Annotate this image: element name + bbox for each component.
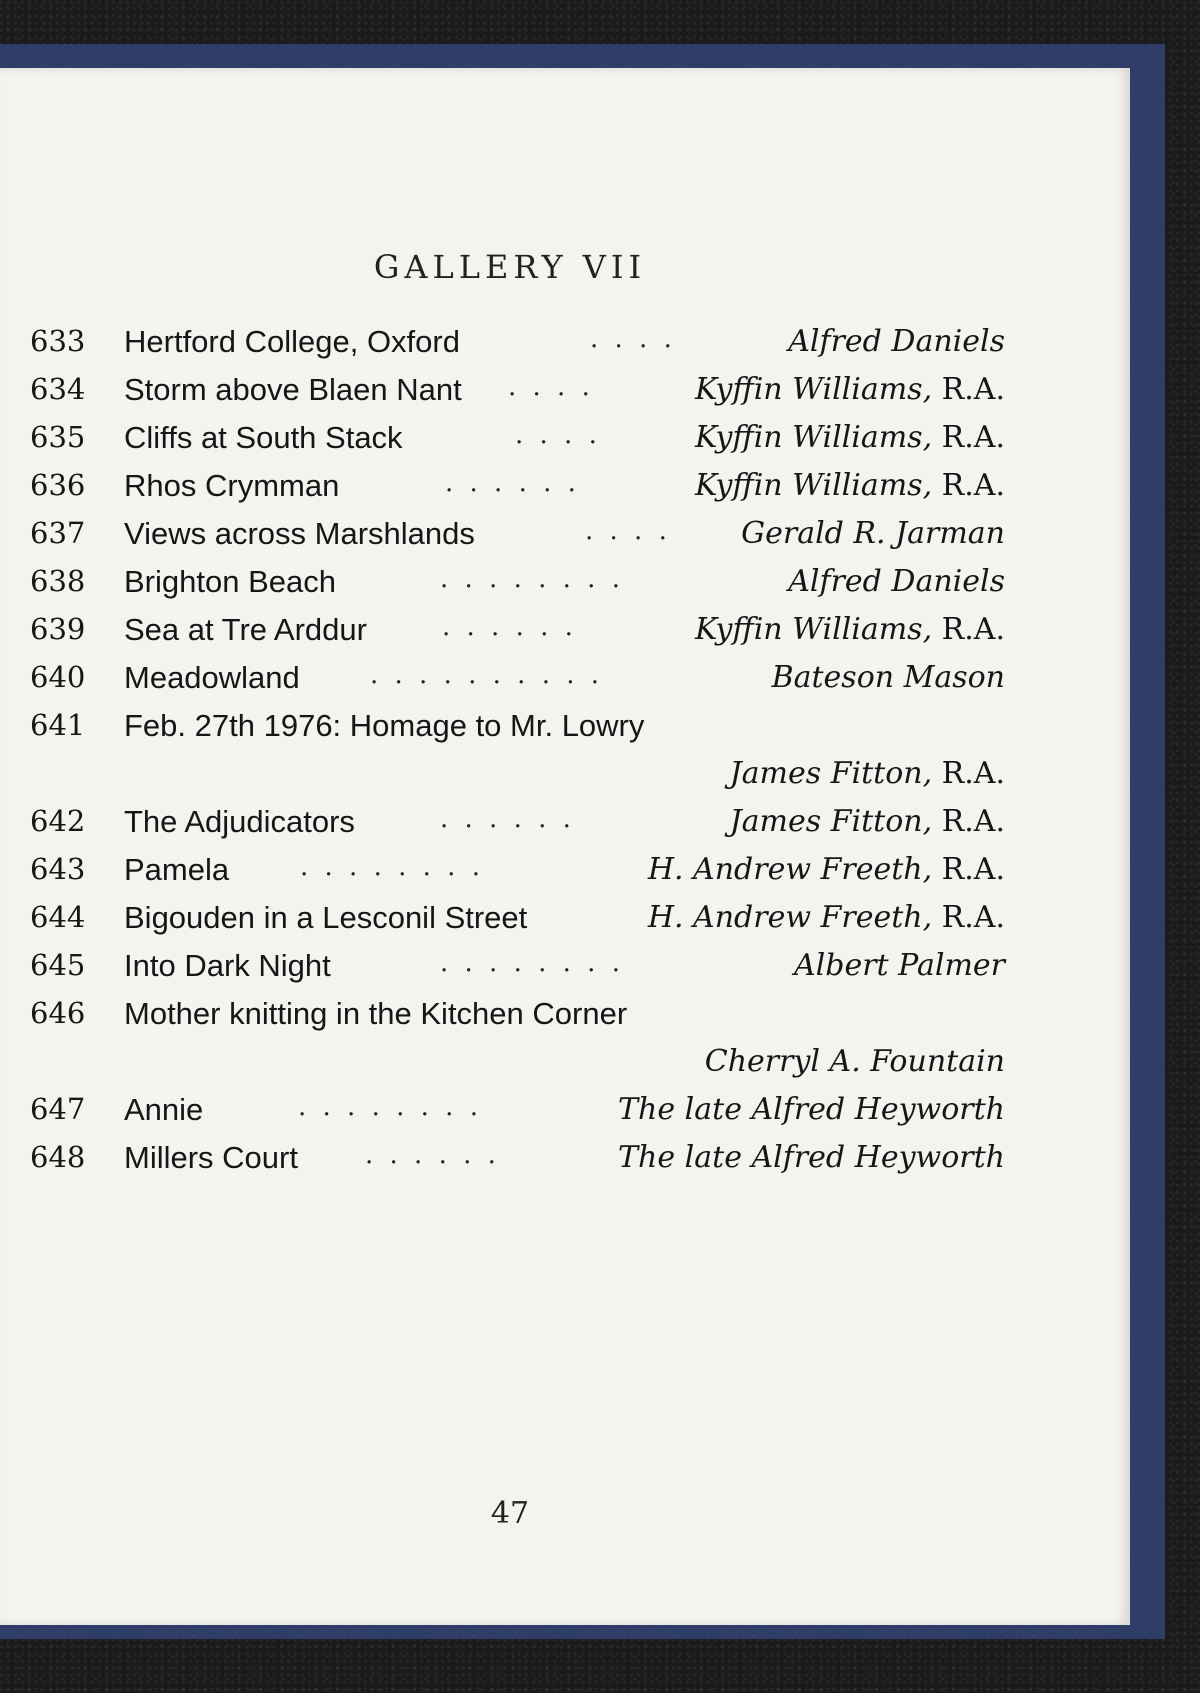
- entry-title: Pamela: [124, 852, 230, 887]
- artist-name: James Fitton,: [729, 756, 933, 791]
- leader-dots: . . . .: [515, 420, 601, 450]
- entry-artist: [618, 1092, 1005, 1127]
- entry-number: 643: [30, 852, 86, 886]
- leader-dots: . . . . . .: [440, 804, 575, 834]
- entry-number: 647: [30, 1092, 86, 1126]
- catalogue-entry: [30, 462, 1005, 510]
- entry-number: 635: [30, 420, 86, 454]
- entry-artist: [794, 948, 1005, 983]
- entry-artist: [730, 804, 1005, 839]
- artist-suffix: R.A.: [932, 756, 1005, 791]
- leader-dots: . . . .: [590, 324, 676, 354]
- entry-artist: [695, 468, 1005, 503]
- entry-artist: [648, 900, 1005, 935]
- entry-title: Storm above Blaen Nant: [124, 372, 462, 407]
- entry-number: 639: [30, 612, 86, 646]
- entry-artist: [741, 516, 1005, 551]
- catalogue-entry: [30, 606, 1005, 654]
- entry-number: 648: [30, 1140, 86, 1174]
- entry-title: Sea at Tre Arddur: [124, 612, 367, 647]
- entry-artist: [618, 1140, 1005, 1175]
- entry-title: Millers Court: [124, 1140, 298, 1175]
- catalogue-entry-continuation: [30, 1038, 1005, 1086]
- artist-name: Kyffin Williams,: [695, 612, 933, 647]
- entry-number: 640: [30, 660, 86, 694]
- catalogue-entry: [30, 798, 1005, 846]
- entry-number: 641: [30, 708, 86, 742]
- catalogue-entry: [30, 558, 1005, 606]
- catalogue-entry: [30, 894, 1005, 942]
- catalogue-entry: [30, 318, 1005, 366]
- artist-name: Cherryl A. Fountain: [704, 1044, 1005, 1079]
- entry-number: 646: [30, 996, 86, 1030]
- entry-title: Rhos Crymman: [124, 468, 340, 503]
- entry-artist: [788, 564, 1005, 599]
- entry-number: 634: [30, 372, 86, 406]
- artist-name: Alfred Daniels: [788, 324, 1005, 359]
- entry-artist: [695, 372, 1005, 407]
- catalogue-page: [0, 68, 1130, 1625]
- entry-number: 636: [30, 468, 86, 502]
- entry-artist: [788, 324, 1005, 359]
- entry-number: 638: [30, 564, 86, 598]
- catalogue-entries: [30, 318, 1005, 1182]
- artist-name: H. Andrew Freeth,: [647, 900, 933, 935]
- leader-dots: . . . . . .: [445, 468, 580, 498]
- entry-artist: [730, 756, 1005, 791]
- entry-number: 637: [30, 516, 86, 550]
- catalogue-entry: [30, 990, 1005, 1038]
- catalogue-entry: [30, 1086, 1005, 1134]
- artist-name: Albert Palmer: [793, 948, 1005, 983]
- leader-dots: . . . . . . . . . .: [370, 660, 604, 690]
- entry-title: The Adjudicators: [124, 804, 355, 839]
- catalogue-entry: [30, 510, 1005, 558]
- entry-title: Feb. 27th 1976: Homage to Mr. Lowry: [124, 708, 645, 743]
- artist-suffix: R.A.: [932, 468, 1005, 503]
- entry-number: 642: [30, 804, 86, 838]
- entry-number: 645: [30, 948, 86, 982]
- entry-title: Brighton Beach: [124, 564, 336, 599]
- leader-dots: . . . . . . . .: [298, 1092, 482, 1122]
- gallery-heading: GALLERY VII: [373, 248, 647, 286]
- artist-suffix: R.A.: [932, 900, 1005, 935]
- leader-dots: . . . . . .: [442, 612, 577, 642]
- artist-name: James Fitton,: [729, 804, 933, 839]
- leader-dots: . . . . . . . .: [300, 852, 484, 882]
- artist-suffix: R.A.: [932, 852, 1005, 887]
- artist-name: Bateson Mason: [771, 660, 1005, 695]
- page-number: 47: [490, 1496, 530, 1531]
- catalogue-entry-continuation: [30, 750, 1005, 798]
- leader-dots: . . . .: [585, 516, 671, 546]
- leader-dots: . . . .: [508, 372, 594, 402]
- entry-title: Mother knitting in the Kitchen Corner: [124, 996, 628, 1031]
- catalogue-entry: [30, 942, 1005, 990]
- artist-name: Kyffin Williams,: [695, 420, 933, 455]
- catalogue-entry: [30, 654, 1005, 702]
- entry-title: Into Dark Night: [124, 948, 331, 983]
- catalogue-entry: [30, 1134, 1005, 1182]
- entry-title: Annie: [124, 1092, 204, 1127]
- catalogue-entry: [30, 702, 1005, 750]
- entry-title: Meadowland: [124, 660, 300, 695]
- artist-suffix: R.A.: [932, 420, 1005, 455]
- entry-artist: [705, 1044, 1005, 1079]
- leader-dots: . . . . . .: [365, 1140, 500, 1170]
- catalogue-entry: [30, 366, 1005, 414]
- entry-title: Cliffs at South Stack: [124, 420, 403, 455]
- entry-title: Hertford College, Oxford: [124, 324, 460, 359]
- entry-number: 633: [30, 324, 86, 358]
- artist-name: Gerald R. Jarman: [741, 516, 1005, 551]
- entry-title: Bigouden in a Lesconil Street: [124, 900, 528, 935]
- entry-number: 644: [30, 900, 86, 934]
- entry-artist: [772, 660, 1005, 695]
- artist-name: The late Alfred Heyworth: [618, 1092, 1005, 1127]
- entry-artist: [695, 420, 1005, 455]
- artist-name: H. Andrew Freeth,: [647, 852, 933, 887]
- artist-name: Alfred Daniels: [788, 564, 1005, 599]
- artist-suffix: R.A.: [932, 804, 1005, 839]
- artist-suffix: R.A.: [932, 372, 1005, 407]
- catalogue-entry: [30, 414, 1005, 462]
- artist-name: The late Alfred Heyworth: [618, 1140, 1005, 1175]
- leader-dots: . . . . . . . .: [440, 948, 624, 978]
- entry-artist: [648, 852, 1005, 887]
- catalogue-entry: [30, 846, 1005, 894]
- entry-artist: [695, 612, 1005, 647]
- leader-dots: . . . . . . . .: [440, 564, 624, 594]
- artist-name: Kyffin Williams,: [695, 372, 933, 407]
- entry-title: Views across Marshlands: [124, 516, 475, 551]
- artist-suffix: R.A.: [932, 612, 1005, 647]
- artist-name: Kyffin Williams,: [695, 468, 933, 503]
